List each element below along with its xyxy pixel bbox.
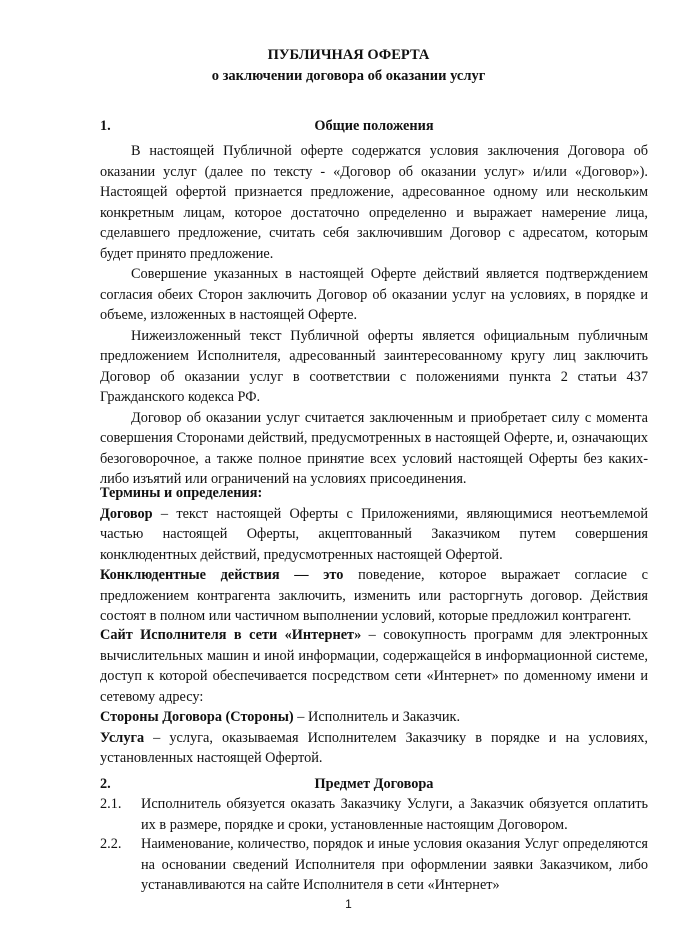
- term-name: Сайт Исполнителя в сети «Интернет»: [100, 627, 362, 643]
- paragraph: В настоящей Публичной оферте содержатся условия заключения Договора об оказании услуг (далее по тексту - «Договор об оказании услуг» и/или «Договор»). Настоящей офертой признается предложение, адресованное одному или нескольким конкретным лицам, которое достаточно определенно и выражает намерение лица, сделавшего предложение, считать себя заключившим Договор с адресатом, которым будет принято предложение.: [100, 143, 648, 262]
- clause-number: 2.2.: [100, 836, 122, 852]
- terms-heading: Термины и определения:: [100, 485, 263, 501]
- term-name: Договор: [100, 505, 153, 522]
- paragraph: Договор об оказании услуг считается заключенным и приобретает силу с момента совершения Сторонами действий, предусмотренных в настоящей Оферте, и, означающих безоговорочное, а также полное принятие всех условий настоящей Оферты без каких-либо изъятий или ограничений на условиях присоединения.: [100, 409, 648, 487]
- clause-2-1: [100, 794, 648, 835]
- term-name: Стороны Договора (Стороны): [100, 709, 294, 725]
- document-subtitle: о заключении договора об оказании услуг: [211, 68, 486, 84]
- paragraph: Нижеизложенный текст Публичной оферты является официальным публичным предложением Исполнителя, адресованный заинтересованному кругу лиц заключить Договор об оказании услуг в соответствии с положениями пункта 2 статьи 437 Гражданского кодекса РФ.: [100, 327, 648, 405]
- document-title: ПУБЛИЧНАЯ ОФЕРТА: [267, 47, 430, 63]
- section-title: Общие положения: [314, 118, 434, 134]
- section-2-heading: [100, 774, 648, 795]
- section-1-body: [100, 141, 648, 490]
- term-text: – услуга, оказываемая Исполнителем Заказчику в порядке и на условиях, установленных настоящей Офертой.: [100, 729, 648, 766]
- section-title: Предмет Договора: [314, 776, 434, 792]
- clause-number: 2.1.: [100, 796, 122, 812]
- paragraph: Совершение указанных в настоящей Оферте действий является подтверждением согласия обеих Сторон заключить Договор об оказании услуг на условиях, в порядке и объеме, изложенных в настоящей Оферте.: [100, 266, 648, 323]
- page-number: 1: [345, 897, 352, 911]
- term-definition: [100, 707, 648, 728]
- clause-text: Наименование, количество, порядок и иные условия оказания Услуг определяются на основании сведений Исполнителя при оформлении заявки Заказчиком, либо устанавливаются на сайте Исполнителя в сети «Интернет»: [141, 836, 648, 893]
- term-name: Услуга: [100, 729, 145, 746]
- terms-block: [100, 483, 648, 627]
- term-text: – Исполнитель и Заказчик.: [293, 709, 461, 725]
- term-definition: [100, 504, 648, 566]
- section-1-heading: [100, 116, 648, 137]
- term-definition: [100, 625, 648, 707]
- term-text: поведение, которое выражает согласие с предложением контрагента заключить, изменить или расторгнуть договор. Действия состоят в полном или частичном выполнении условий, которые предложил контрагент.: [100, 567, 648, 624]
- term-text: – текст настоящей Оферты с Приложениями, являющимися неотъемлемой частью настоящей Оферты, акцептованный Заказчиком путем совершения конклюдентных действий, предусмотренных настоящей Офертой.: [100, 505, 648, 563]
- section-number: 1.: [100, 118, 111, 134]
- term-name: Конклюдентные действия — это: [100, 567, 344, 583]
- term-text: – совокупность программ для электронных вычислительных машин и иной информации, содержащейся в информационной системе, доступ к которой обеспечивается посредством сети «Интернет» по доменному имени и сетевому адресу:: [100, 627, 648, 705]
- terms-block-continued: [100, 625, 648, 769]
- clause-text: Исполнитель обязуется оказать Заказчику Услуги, а Заказчик обязуется оплатить их в размере, порядке и сроки, установленные настоящим Договором.: [141, 796, 648, 833]
- term-definition: [100, 728, 648, 769]
- section-number: 2.: [100, 776, 111, 792]
- term-definition: [100, 565, 648, 627]
- clause-2-2: [100, 834, 648, 896]
